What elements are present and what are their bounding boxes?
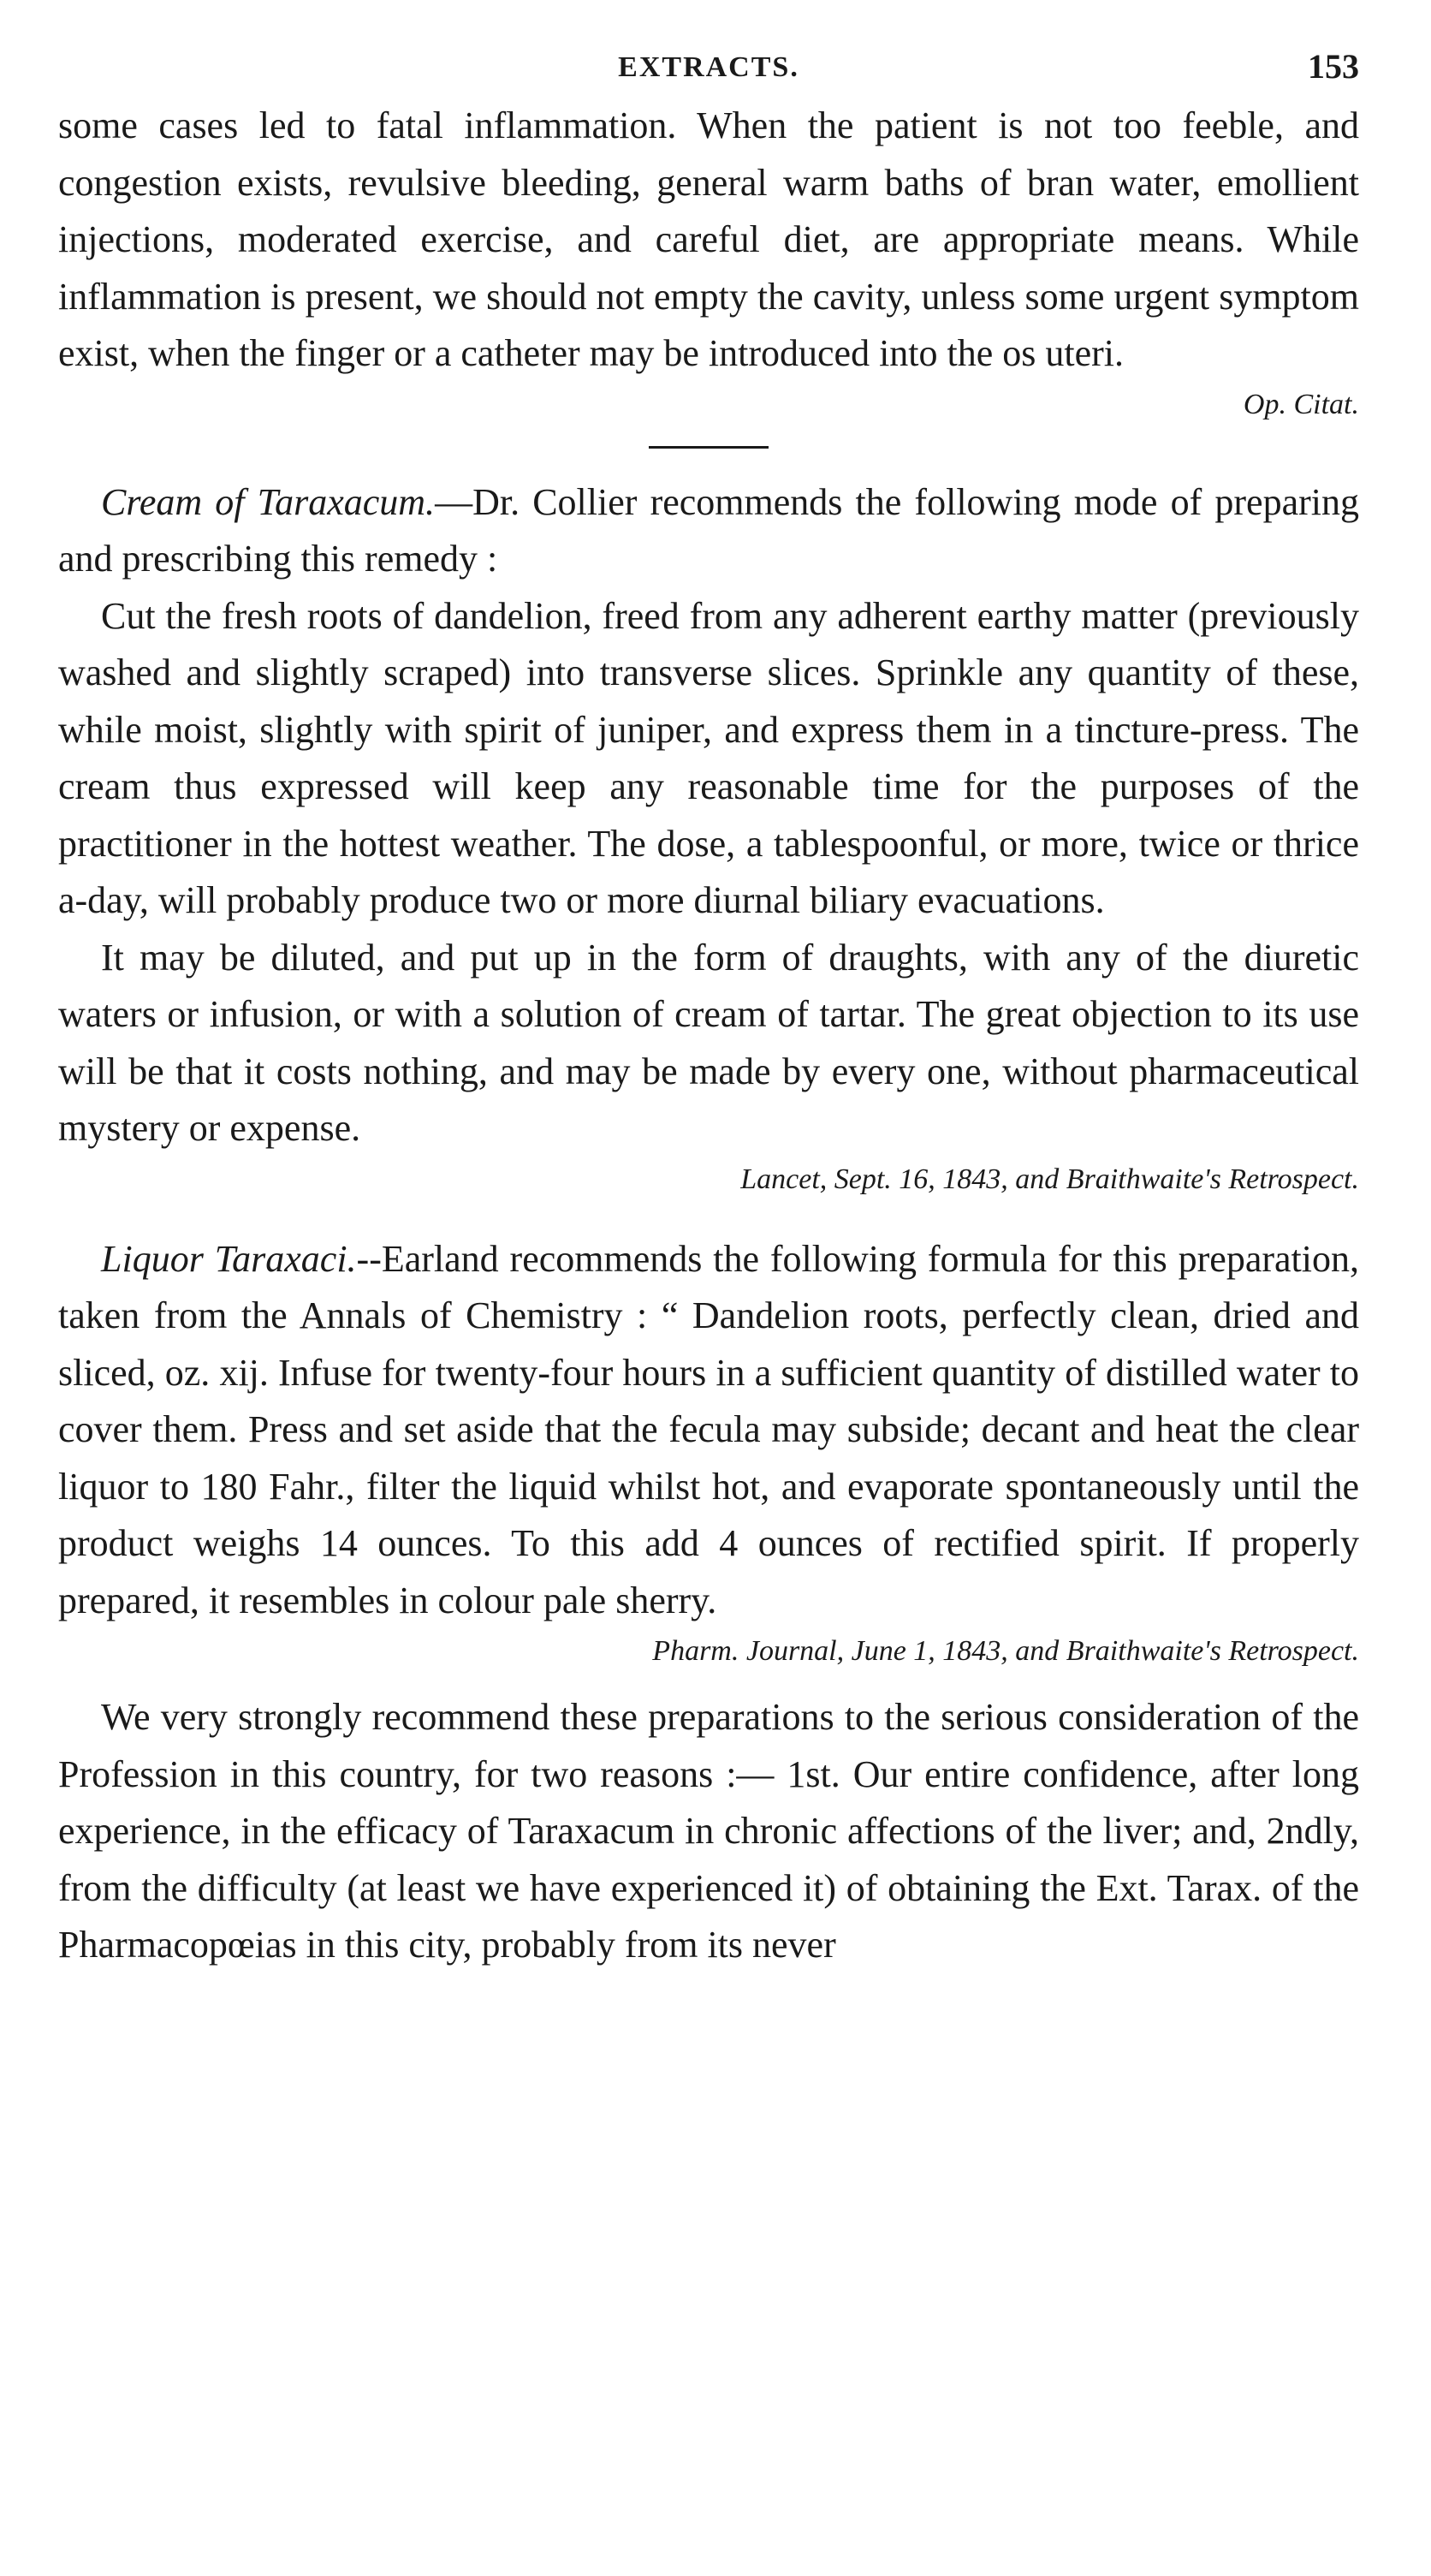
liquor-taraxaci-heading: Liquor Taraxaci. (101, 1237, 357, 1280)
liquor-taraxaci-text: --Earland recommends the following formula for this preparation, taken from the Annals of Chemistry : “ Dandelion roots, perfectly clean, dried and sliced, oz. xij. Infuse for twenty-four hours in a sufficient quantity of distilled water to cover them. Press and set aside that the fecula may subside; decant and heat the clear liquor to 180 Fahr., filter the liquid whilst hot, and evaporate spontaneously until the product weighs 14 ounces. To this add 4 ounces of rectified spirit. If properly prepared, it resembles in colour pale sherry. (58, 1237, 1359, 1621)
citation-pharm-journal: Pharm. Journal, June 1, 1843, and Braithwaite's Retrospect. (652, 1635, 1359, 1667)
citation-lancet: Lancet, Sept. 16, 1843, and Braithwaite's Retrospect. (740, 1163, 1359, 1195)
liquor-taraxaci-paragraph (58, 1231, 1359, 1630)
section-divider (649, 446, 769, 449)
recommendation-paragraph: We very strongly recommend these preparations to the serious consideration of the Profession in this country, for two reasons :— 1st. Our entire confidence, after long experience, in the efficacy of Taraxacum in chronic affections of the liver; and, 2ndly, from the difficulty (at least we have experienced it) of obtaining the Ext. Tarax. of the Pharmacopœias in this city, probably from its never (58, 1696, 1359, 1966)
running-header (58, 46, 1359, 98)
running-title: EXTRACTS. (618, 51, 799, 83)
cream-of-taraxacum-intro-text: —Dr. Collier recommends the following mode of preparing and prescribing this remedy : (58, 480, 1359, 580)
cream-of-taraxacum-heading: Cream of Taraxacum. (101, 480, 436, 523)
citation-op-citat: Op. Citat. (1243, 388, 1359, 420)
book-page (58, 46, 1359, 1974)
cream-of-taraxacum-method: Cut the fresh roots of dandelion, freed from any adherent earthy matter (previously washed and slightly scraped) into transverse slices. Sprinkle any quantity of these, while moist, slightly with spirit of juniper, and express them in a tincture-press. The cream thus expressed will keep any reasonable time for the purposes of the practitioner in the hottest weather. The dose, a tablespoonful, or more, twice or thrice a-day, will probably produce two or more diurnal biliary evacuations. (58, 594, 1359, 921)
cream-of-taraxacum-dilution: It may be diluted, and put up in the form of draughts, with any of the diuretic waters or infusion, or with a solution of cream of tartar. The great objection to its use will be that it costs nothing, and may be made by every one, without pharmaceutical mystery or expense. (58, 936, 1359, 1149)
continued-paragraph: some cases led to fatal inflammation. When the patient is not too feeble, and congestion exists, revulsive bleeding, general warm baths of bran water, emollient injections, moderated exercise, and careful diet, are appropriate means. While inflammation is present, we should not empty the cavity, unless some urgent symptom exist, when the finger or a catheter may be introduced into the os uteri. (58, 104, 1359, 374)
cream-of-taraxacum-intro (58, 474, 1359, 588)
page-number: 153 (1308, 47, 1359, 86)
